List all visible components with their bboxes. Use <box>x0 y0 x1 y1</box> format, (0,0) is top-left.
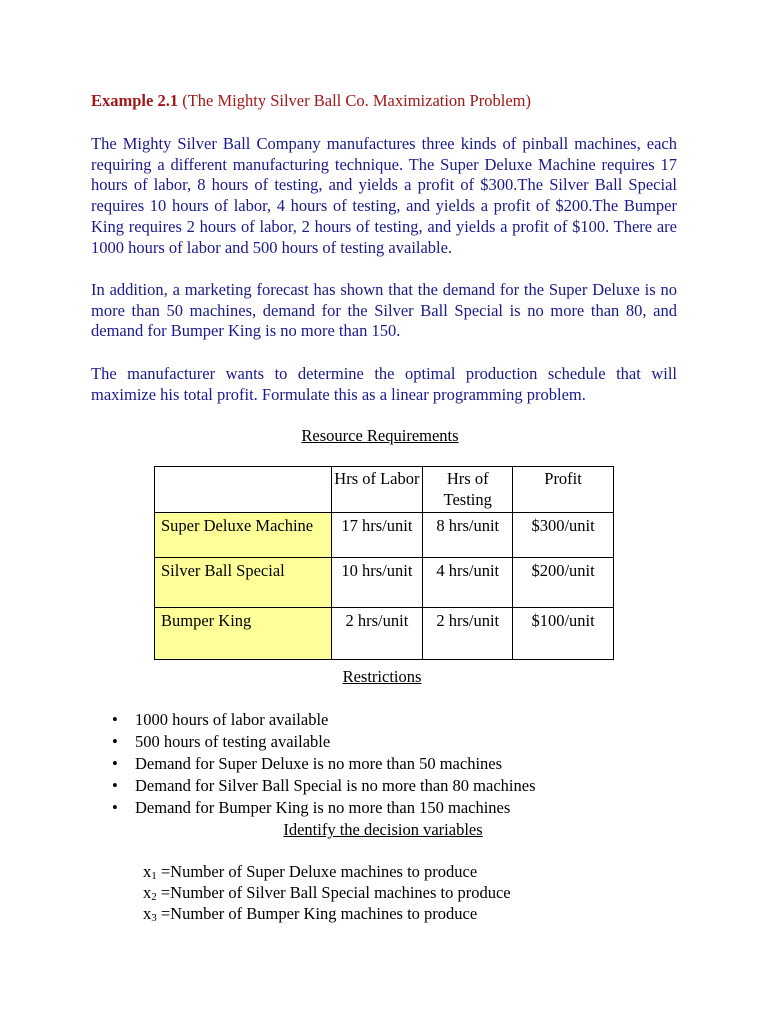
list-item <box>91 731 536 753</box>
table-header-row <box>155 467 614 513</box>
bullet-icon: • <box>112 710 118 729</box>
problem-paragraph-3: The manufacturer wants to determine the optimal production schedule that will maximize his total profit. Formulate this as a linear programming problem. <box>91 364 677 404</box>
example-label: Example 2.1 <box>91 91 179 110</box>
cell-testing: 8 hrs/unit <box>423 513 513 558</box>
restrictions-heading: Restrictions <box>342 667 422 686</box>
cell-profit: $200/unit <box>513 558 614 608</box>
resource-requirements-heading: Resource Requirements <box>301 426 459 445</box>
example-title <box>91 91 531 111</box>
table-row <box>155 513 614 558</box>
table-row <box>155 608 614 660</box>
cell-labor: 2 hrs/unit <box>331 608 423 660</box>
cell-labor: 17 hrs/unit <box>331 513 423 558</box>
column-header-profit: Profit <box>513 467 614 513</box>
variable-definition: =Number of Bumper King machines to produce <box>156 904 478 923</box>
example-subtitle: (The Mighty Silver Ball Co. Maximization Problem) <box>182 91 531 110</box>
variable-symbol: x <box>143 862 152 881</box>
row-label-bumper-king: Bumper King <box>155 608 332 660</box>
decision-variable-x1 <box>143 861 511 882</box>
problem-paragraph-1: The Mighty Silver Ball Company manufactures three kinds of pinball machines, each requiring a different manufacturing technique. The Super Deluxe Machine requires 17 hours of labor, 8 hours of testing, and yields a profit of $300.The Silver Ball Special requires 10 hours of labor, 4 hours of testing, and yields a profit of $200.The Bumper King requires 2 hours of labor, 2 hours of testing, and yields a profit of $100. There are 1000 hours of labor and 500 hours of testing available. <box>91 134 677 257</box>
decision-variables-heading: Identify the decision variables <box>283 820 483 839</box>
row-label-silver-ball-special: Silver Ball Special <box>155 558 332 608</box>
cell-profit: $300/unit <box>513 513 614 558</box>
list-item-text: Demand for Super Deluxe is no more than 50 machines <box>135 754 503 773</box>
decision-variables-list <box>143 861 511 924</box>
bullet-icon: • <box>112 754 118 773</box>
bullet-icon: • <box>112 776 118 795</box>
resource-requirements-table <box>154 466 614 660</box>
bullet-icon: • <box>112 798 118 817</box>
cell-testing: 4 hrs/unit <box>423 558 513 608</box>
decision-variable-x2 <box>143 882 511 903</box>
bullet-icon: • <box>112 732 118 751</box>
variable-symbol: x <box>143 904 152 923</box>
variable-definition: =Number of Super Deluxe machines to produce <box>156 862 478 881</box>
row-label-super-deluxe: Super Deluxe Machine <box>155 513 332 558</box>
variable-symbol: x <box>143 883 152 902</box>
table-row <box>155 558 614 608</box>
cell-profit: $100/unit <box>513 608 614 660</box>
variable-subscript: 3 <box>151 912 157 924</box>
list-item <box>91 797 536 819</box>
column-header-testing: Hrs of Testing <box>423 467 513 513</box>
variable-definition: =Number of Silver Ball Special machines to produce <box>156 883 511 902</box>
list-item-text: Demand for Silver Ball Special is no more than 80 machines <box>135 776 536 795</box>
restrictions-list <box>91 709 536 819</box>
list-item-text: Demand for Bumper King is no more than 150 machines <box>135 798 511 817</box>
list-item <box>91 709 536 731</box>
list-item-text: 500 hours of testing available <box>135 732 331 751</box>
problem-paragraph-2: In addition, a marketing forecast has shown that the demand for the Super Deluxe is no more than 50 machines, demand for the Silver Ball Special is no more than 80, and demand for Bumper King is no more than 150. <box>91 280 677 341</box>
variable-subscript: 2 <box>151 891 157 903</box>
column-header-labor: Hrs of Labor <box>331 467 423 513</box>
cell-labor: 10 hrs/unit <box>331 558 423 608</box>
variable-subscript: 1 <box>151 870 157 882</box>
list-item-text: 1000 hours of labor available <box>135 710 329 729</box>
decision-variable-x3 <box>143 903 511 924</box>
table-corner-cell <box>155 467 332 513</box>
cell-testing: 2 hrs/unit <box>423 608 513 660</box>
list-item <box>91 775 536 797</box>
list-item <box>91 753 536 775</box>
